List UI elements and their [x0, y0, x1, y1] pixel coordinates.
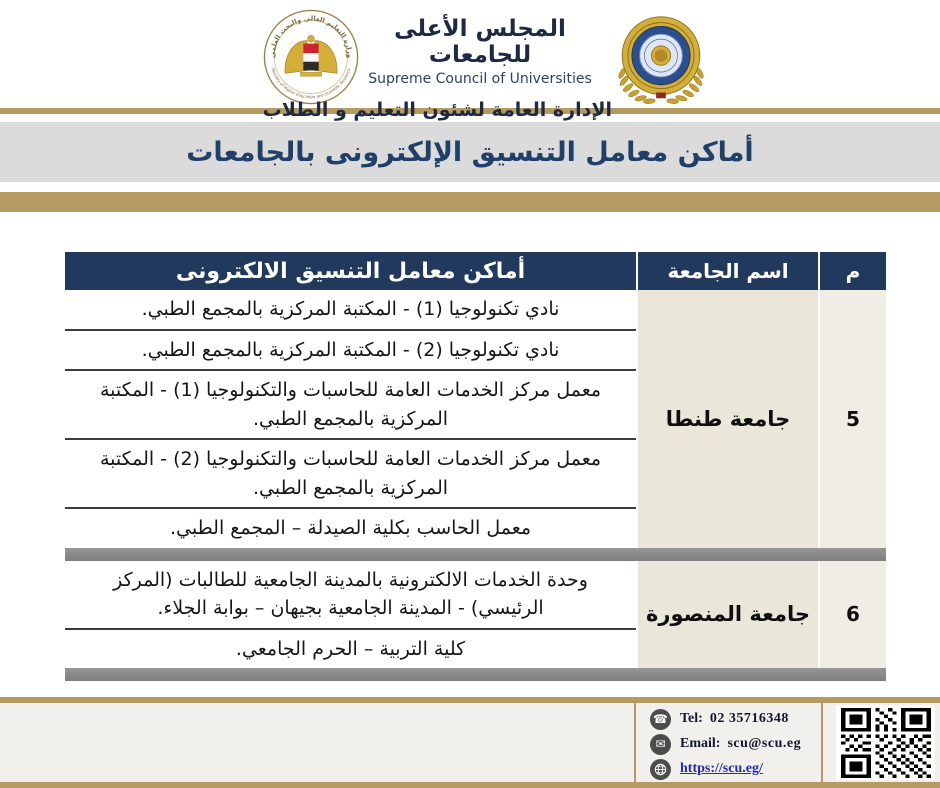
- footer: [0, 697, 940, 788]
- email-label: Email:: [680, 736, 721, 751]
- seal-bottom-text: Ministry of Higher Education and Scientific Research: [270, 67, 352, 100]
- website-row: [650, 758, 818, 780]
- cell-university: جامعة طنطا: [636, 290, 820, 548]
- table-header-row: [65, 252, 886, 290]
- seal-top-text: وزارة التعليم العالي والبحث العلمي: [268, 14, 354, 59]
- location-row: معمل مركز الخدمات العامة للحاسبات والتكنولوجيا (2) - المكتبة المركزية بالمجمع الطبي.: [65, 438, 636, 507]
- section-separator: [65, 668, 886, 681]
- col-header-num: م: [845, 259, 861, 283]
- title-banner: [0, 122, 940, 182]
- section-separator: [65, 548, 886, 561]
- org-title-arabic: المجلس الأعلى للجامعات: [394, 16, 566, 69]
- location-row: معمل مركز الخدمات العامة للحاسبات والتكنولوجيا (1) - المكتبة المركزية بالمجمع الطبي.: [65, 369, 636, 438]
- phone-icon: ☎: [650, 709, 671, 730]
- department-title: الإدارة العامة لشئون التعليم و الطلاب: [262, 98, 612, 121]
- cell-locations: [65, 561, 636, 669]
- email-value: scu@scu.eg: [727, 736, 802, 751]
- tel-label: Tel:: [680, 711, 703, 726]
- gold-bar-thick: [0, 192, 940, 212]
- cell-num: 5: [820, 290, 886, 548]
- org-title-english: Supreme Council of Universities: [368, 70, 592, 87]
- footer-bottom-border: [0, 782, 940, 788]
- table-row: [65, 561, 886, 669]
- email-row: [650, 733, 818, 755]
- ministry-seal: [262, 9, 360, 105]
- page-title: أماكن معامل التنسيق الإلكترونى بالجامعات: [186, 136, 754, 168]
- cell-locations: [65, 290, 636, 548]
- location-row: نادي تكنولوجيا (1) - المكتبة المركزية بالمجمع الطبي.: [141, 298, 560, 320]
- cell-university: جامعة المنصورة: [636, 561, 820, 669]
- table-row: [65, 290, 886, 548]
- col-header-university: اسم الجامعة: [636, 252, 820, 290]
- qr-code-icon: [841, 708, 931, 778]
- scu-emblem-icon: [610, 11, 712, 108]
- ministry-seal-icon: [262, 9, 360, 105]
- cell-num: 6: [820, 561, 886, 669]
- location-row: كلية التربية – الحرم الجامعي.: [65, 628, 636, 669]
- tel-row: [650, 708, 818, 730]
- scu-emblem: [610, 11, 712, 108]
- location-row: معمل الحاسب بكلية الصيدلة – المجمع الطبي.: [65, 507, 636, 548]
- website-link[interactable]: https://scu.eg/: [680, 761, 763, 776]
- email-icon: ✉: [650, 734, 671, 755]
- globe-icon: [650, 759, 671, 780]
- footer-divider: [634, 703, 636, 782]
- tel-value: 02 35716348: [709, 711, 789, 726]
- qr-code: [836, 705, 935, 780]
- contact-block: [650, 708, 818, 780]
- location-row: نادي تكنولوجيا (2) - المكتبة المركزية بالمجمع الطبي.: [65, 329, 636, 370]
- col-header-locations: أماكن معامل التنسيق الالكترونى: [175, 258, 526, 284]
- location-row: وحدة الخدمات الالكترونية بالمدينة الجامعية للطالبات (المركز الرئيسي) - المدينة الجامعية بجيهان – بوابة الجلاء.: [113, 568, 588, 619]
- footer-body: [0, 703, 940, 782]
- universities-table: [65, 252, 886, 681]
- footer-divider: [821, 703, 823, 782]
- header-bar: [0, 0, 940, 121]
